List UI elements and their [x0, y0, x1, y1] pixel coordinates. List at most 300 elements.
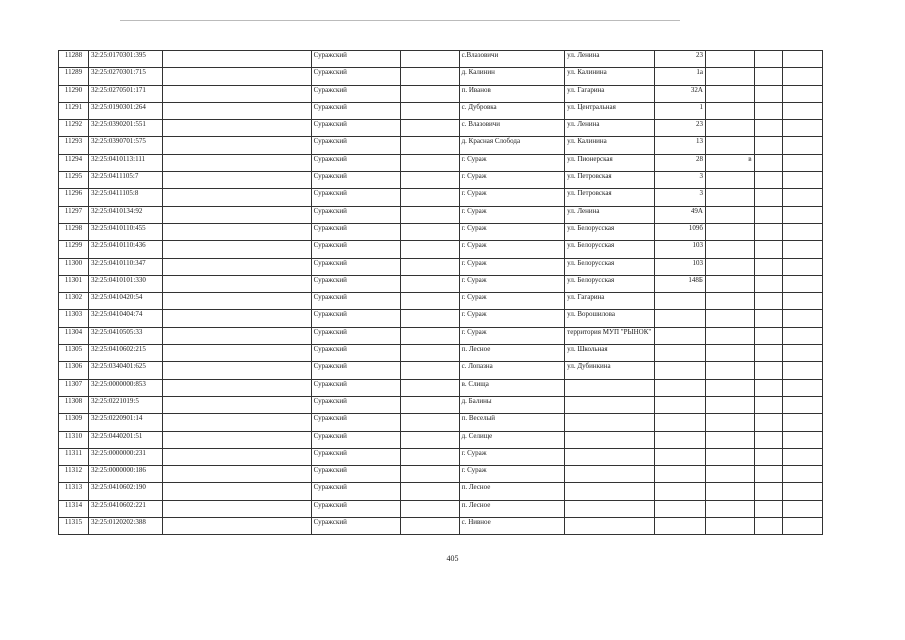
- cell-house: [655, 310, 706, 327]
- cell-empty: [754, 500, 782, 517]
- cell-district: Суражский: [311, 120, 400, 137]
- cell-cadastral-number: 32:25:0410134:92: [89, 206, 163, 223]
- table-row: [59, 327, 823, 344]
- cell-street: [565, 396, 655, 413]
- cell-empty: [162, 51, 311, 68]
- cell-empty: [400, 379, 459, 396]
- cell-street: ул. Дубинкина: [565, 362, 655, 379]
- cell-extra: [705, 241, 754, 258]
- cell-empty: [754, 345, 782, 362]
- cell-empty: [754, 396, 782, 413]
- cell-extra: [705, 275, 754, 292]
- cell-extra: [705, 206, 754, 223]
- cell-empty: [400, 275, 459, 292]
- cell-house: [655, 448, 706, 465]
- cell-empty: [162, 241, 311, 258]
- cell-empty: [162, 483, 311, 500]
- cell-locality: п. Лесное: [459, 345, 565, 362]
- cell-street: [565, 466, 655, 483]
- cell-house: 3: [655, 189, 706, 206]
- cell-empty: [400, 206, 459, 223]
- cell-locality: г. Сураж: [459, 223, 565, 240]
- cell-district: Суражский: [311, 500, 400, 517]
- cell-district: Суражский: [311, 189, 400, 206]
- table-row: [59, 172, 823, 189]
- cell-cadastral-number: 32:25:0411105:7: [89, 172, 163, 189]
- cell-street: [565, 431, 655, 448]
- cell-empty: [754, 51, 782, 68]
- cell-empty: [754, 327, 782, 344]
- scan-line-top: [120, 20, 680, 21]
- cell-number: 11309: [59, 414, 89, 431]
- cell-number: 11305: [59, 345, 89, 362]
- cell-house: 28: [655, 154, 706, 171]
- cell-cadastral-number: 32:25:0000000:853: [89, 379, 163, 396]
- cell-empty: [400, 414, 459, 431]
- cell-street: ул. Белорусская: [565, 241, 655, 258]
- cell-number: 11293: [59, 137, 89, 154]
- cell-number: 11298: [59, 223, 89, 240]
- cell-cadastral-number: 32:25:0190301:264: [89, 102, 163, 119]
- cell-empty: [754, 223, 782, 240]
- cell-empty: [754, 137, 782, 154]
- cell-house: 1а: [655, 68, 706, 85]
- table-row: [59, 310, 823, 327]
- cell-empty: [162, 120, 311, 137]
- cell-district: Суражский: [311, 483, 400, 500]
- cell-empty: [400, 189, 459, 206]
- cell-number: 11291: [59, 102, 89, 119]
- cell-cadastral-number: 32:25:0410602:221: [89, 500, 163, 517]
- cell-empty: [754, 206, 782, 223]
- cell-empty: [400, 448, 459, 465]
- table-row: [59, 345, 823, 362]
- cell-locality: г. Сураж: [459, 310, 565, 327]
- cell-empty: [162, 85, 311, 102]
- cell-empty: [754, 310, 782, 327]
- cell-locality: п. Иванов: [459, 85, 565, 102]
- cell-district: Суражский: [311, 68, 400, 85]
- cell-empty: [754, 414, 782, 431]
- cell-street: ул. Пионерская: [565, 154, 655, 171]
- cell-locality: г. Сураж: [459, 293, 565, 310]
- cell-district: Суражский: [311, 258, 400, 275]
- cell-district: Суражский: [311, 448, 400, 465]
- cell-number: 11313: [59, 483, 89, 500]
- table-row: [59, 258, 823, 275]
- registry-rows: [59, 51, 823, 535]
- cell-locality: д. Красная Слобода: [459, 137, 565, 154]
- cell-empty: [782, 500, 822, 517]
- cell-locality: г. Сураж: [459, 275, 565, 292]
- cell-empty: [400, 466, 459, 483]
- cell-house: [655, 396, 706, 413]
- cell-number: 11297: [59, 206, 89, 223]
- cell-district: Суражский: [311, 396, 400, 413]
- cell-empty: [782, 518, 822, 535]
- cell-empty: [754, 518, 782, 535]
- cell-empty: [782, 448, 822, 465]
- cell-number: 11314: [59, 500, 89, 517]
- table-row: [59, 379, 823, 396]
- cell-empty: [754, 448, 782, 465]
- cell-empty: [162, 379, 311, 396]
- cell-street: ул. Ворошилова: [565, 310, 655, 327]
- cell-empty: [162, 327, 311, 344]
- cell-district: Суражский: [311, 362, 400, 379]
- cell-extra: [705, 85, 754, 102]
- cell-locality: д. Селище: [459, 431, 565, 448]
- cell-extra: [705, 362, 754, 379]
- cell-empty: [400, 327, 459, 344]
- cell-empty: [162, 362, 311, 379]
- cell-locality: п. Веселый: [459, 414, 565, 431]
- cell-cadastral-number: 32:25:0000000:231: [89, 448, 163, 465]
- cell-locality: г. Сураж: [459, 172, 565, 189]
- cell-locality: г. Сураж: [459, 448, 565, 465]
- cell-house: [655, 414, 706, 431]
- cell-empty: [400, 172, 459, 189]
- cell-empty: [782, 189, 822, 206]
- cell-house: [655, 379, 706, 396]
- cell-empty: [162, 68, 311, 85]
- cell-number: 11301: [59, 275, 89, 292]
- cell-empty: [782, 120, 822, 137]
- cell-empty: [400, 223, 459, 240]
- cell-empty: [754, 68, 782, 85]
- cell-empty: [400, 396, 459, 413]
- cell-empty: [400, 85, 459, 102]
- cell-extra: [705, 518, 754, 535]
- cell-number: 11295: [59, 172, 89, 189]
- cell-empty: [400, 362, 459, 379]
- cell-district: Суражский: [311, 85, 400, 102]
- cell-district: Суражский: [311, 293, 400, 310]
- cell-empty: [162, 466, 311, 483]
- cell-house: 103: [655, 258, 706, 275]
- cell-district: Суражский: [311, 154, 400, 171]
- cell-number: 11308: [59, 396, 89, 413]
- cell-empty: [754, 293, 782, 310]
- cell-number: 11310: [59, 431, 89, 448]
- cell-house: 32А: [655, 85, 706, 102]
- cell-number: 11312: [59, 466, 89, 483]
- cell-extra: [705, 396, 754, 413]
- cell-cadastral-number: 32:25:0440201:51: [89, 431, 163, 448]
- table-row: [59, 102, 823, 119]
- cell-cadastral-number: 32:25:0410420:54: [89, 293, 163, 310]
- cell-empty: [162, 293, 311, 310]
- cell-extra: [705, 448, 754, 465]
- cell-cadastral-number: 32:25:0270501:171: [89, 85, 163, 102]
- cell-empty: [782, 396, 822, 413]
- table-row: [59, 154, 823, 171]
- cell-street: ул. Петровская: [565, 172, 655, 189]
- cell-empty: [400, 51, 459, 68]
- cell-cadastral-number: 32:25:0221019:5: [89, 396, 163, 413]
- cell-number: 11307: [59, 379, 89, 396]
- cell-house: [655, 362, 706, 379]
- cell-empty: [782, 483, 822, 500]
- table-row: [59, 483, 823, 500]
- cell-empty: [400, 154, 459, 171]
- cell-locality: д. Калинин: [459, 68, 565, 85]
- cell-empty: [400, 102, 459, 119]
- cell-locality: п. Лесное: [459, 483, 565, 500]
- cell-district: Суражский: [311, 102, 400, 119]
- cell-locality: г. Сураж: [459, 189, 565, 206]
- cell-locality: с. Дубровка: [459, 102, 565, 119]
- cell-house: 23: [655, 51, 706, 68]
- cell-house: [655, 500, 706, 517]
- cell-cadastral-number: 32:25:0390201:551: [89, 120, 163, 137]
- cell-street: [565, 448, 655, 465]
- cell-cadastral-number: 32:25:0410101:330: [89, 275, 163, 292]
- table-row: [59, 223, 823, 240]
- registry-table: [58, 50, 823, 535]
- cell-house: 3: [655, 172, 706, 189]
- cell-empty: [162, 414, 311, 431]
- cell-extra: [705, 189, 754, 206]
- cell-empty: [754, 120, 782, 137]
- cell-house: [655, 327, 706, 344]
- cell-empty: [782, 362, 822, 379]
- cell-district: Суражский: [311, 172, 400, 189]
- cell-cadastral-number: 32:25:0410505:33: [89, 327, 163, 344]
- cell-number: 11288: [59, 51, 89, 68]
- cell-district: Суражский: [311, 223, 400, 240]
- cell-number: 11296: [59, 189, 89, 206]
- cell-house: 103: [655, 241, 706, 258]
- cell-cadastral-number: 32:25:0410602:215: [89, 345, 163, 362]
- cell-house: 49А: [655, 206, 706, 223]
- cell-empty: [754, 275, 782, 292]
- cell-street: ул. Гагарина: [565, 85, 655, 102]
- cell-street: ул. Школьная: [565, 345, 655, 362]
- cell-extra: [705, 172, 754, 189]
- cell-empty: [400, 431, 459, 448]
- cell-empty: [754, 431, 782, 448]
- cell-cadastral-number: 32:25:0270301:715: [89, 68, 163, 85]
- cell-street: [565, 500, 655, 517]
- cell-street: [565, 379, 655, 396]
- cell-district: Суражский: [311, 241, 400, 258]
- table-row: [59, 396, 823, 413]
- cell-empty: [754, 483, 782, 500]
- cell-empty: [162, 172, 311, 189]
- cell-number: 11302: [59, 293, 89, 310]
- cell-district: Суражский: [311, 206, 400, 223]
- table-row: [59, 500, 823, 517]
- cell-locality: с. Лопазна: [459, 362, 565, 379]
- table-row: [59, 137, 823, 154]
- table-row: [59, 68, 823, 85]
- cell-locality: п. Лесное: [459, 500, 565, 517]
- cell-district: Суражский: [311, 466, 400, 483]
- cell-extra: [705, 102, 754, 119]
- table-row: [59, 206, 823, 223]
- cell-empty: [400, 68, 459, 85]
- cell-empty: [754, 102, 782, 119]
- cell-house: [655, 466, 706, 483]
- cell-empty: [782, 431, 822, 448]
- cell-cadastral-number: 32:25:0410113:111: [89, 154, 163, 171]
- cell-empty: [162, 258, 311, 275]
- cell-number: 11290: [59, 85, 89, 102]
- cell-district: Суражский: [311, 137, 400, 154]
- table-row: [59, 120, 823, 137]
- cell-empty: [782, 154, 822, 171]
- cell-extra: [705, 483, 754, 500]
- cell-empty: [782, 241, 822, 258]
- cell-locality: г. Сураж: [459, 154, 565, 171]
- cell-empty: [782, 310, 822, 327]
- cell-extra: [705, 431, 754, 448]
- cell-empty: [754, 466, 782, 483]
- cell-district: Суражский: [311, 414, 400, 431]
- cell-cadastral-number: 32:25:0170301:395: [89, 51, 163, 68]
- cell-street: ул. Центральная: [565, 102, 655, 119]
- cell-empty: [782, 327, 822, 344]
- cell-empty: [782, 206, 822, 223]
- cell-locality: с.Влазовичи: [459, 51, 565, 68]
- cell-extra: [705, 345, 754, 362]
- cell-locality: г. Сураж: [459, 241, 565, 258]
- cell-locality: с. Нивное: [459, 518, 565, 535]
- cell-empty: [400, 137, 459, 154]
- cell-street: [565, 483, 655, 500]
- table-row: [59, 414, 823, 431]
- cell-number: 11294: [59, 154, 89, 171]
- cell-locality: д. Балины: [459, 396, 565, 413]
- table-row: [59, 293, 823, 310]
- table-row: [59, 85, 823, 102]
- cell-street: ул. Петровская: [565, 189, 655, 206]
- cell-empty: [782, 68, 822, 85]
- cell-empty: [754, 189, 782, 206]
- cell-district: Суражский: [311, 310, 400, 327]
- cell-street: ул. Гагарина: [565, 293, 655, 310]
- cell-empty: [782, 293, 822, 310]
- cell-empty: [782, 414, 822, 431]
- cell-empty: [754, 362, 782, 379]
- cell-empty: [782, 85, 822, 102]
- cell-empty: [162, 223, 311, 240]
- cell-cadastral-number: 32:25:0000000:186: [89, 466, 163, 483]
- cell-empty: [782, 345, 822, 362]
- cell-extra: [705, 137, 754, 154]
- cell-locality: с. Влазовичи: [459, 120, 565, 137]
- cell-district: Суражский: [311, 51, 400, 68]
- cell-street: ул. Белорусская: [565, 258, 655, 275]
- cell-empty: [754, 85, 782, 102]
- cell-street: ул. Ленина: [565, 120, 655, 137]
- cell-district: Суражский: [311, 431, 400, 448]
- cell-cadastral-number: 32:25:0411105:8: [89, 189, 163, 206]
- cell-street: территория МУП "РЫНОК": [565, 327, 655, 344]
- cell-number: 11311: [59, 448, 89, 465]
- cell-house: [655, 518, 706, 535]
- cell-extra: [705, 51, 754, 68]
- cell-number: 11292: [59, 120, 89, 137]
- cell-locality: в. Слища: [459, 379, 565, 396]
- cell-empty: [162, 275, 311, 292]
- cell-empty: [162, 310, 311, 327]
- table-row: [59, 466, 823, 483]
- cell-street: ул. Калинина: [565, 68, 655, 85]
- cell-street: ул. Белорусская: [565, 275, 655, 292]
- cell-cadastral-number: 32:25:0410110:436: [89, 241, 163, 258]
- cell-empty: [400, 483, 459, 500]
- cell-empty: [162, 500, 311, 517]
- cell-locality: г. Сураж: [459, 258, 565, 275]
- cell-street: ул. Калинина: [565, 137, 655, 154]
- cell-locality: г. Сураж: [459, 206, 565, 223]
- cell-house: 148Б: [655, 275, 706, 292]
- cell-number: 11299: [59, 241, 89, 258]
- cell-empty: [400, 500, 459, 517]
- cell-cadastral-number: 32:25:0220901:14: [89, 414, 163, 431]
- cell-extra: [705, 379, 754, 396]
- cell-empty: [782, 172, 822, 189]
- cell-empty: [162, 189, 311, 206]
- cell-empty: [754, 379, 782, 396]
- cell-empty: [162, 345, 311, 362]
- cell-house: [655, 431, 706, 448]
- cell-empty: [782, 223, 822, 240]
- cell-empty: [782, 258, 822, 275]
- cell-street: ул. Ленина: [565, 51, 655, 68]
- cell-extra: [705, 310, 754, 327]
- cell-house: 109б: [655, 223, 706, 240]
- table-row: [59, 431, 823, 448]
- table-row: [59, 448, 823, 465]
- cell-empty: [162, 154, 311, 171]
- cell-cadastral-number: 32:25:0410404:74: [89, 310, 163, 327]
- cell-empty: [400, 310, 459, 327]
- cell-empty: [400, 258, 459, 275]
- cell-empty: [400, 120, 459, 137]
- cell-extra: [705, 68, 754, 85]
- cell-empty: [782, 51, 822, 68]
- cell-house: 1: [655, 102, 706, 119]
- cell-district: Суражский: [311, 379, 400, 396]
- cell-empty: [162, 396, 311, 413]
- cell-district: Суражский: [311, 275, 400, 292]
- cell-number: 11300: [59, 258, 89, 275]
- cell-house: 13: [655, 137, 706, 154]
- cell-cadastral-number: 32:25:0120202:388: [89, 518, 163, 535]
- cell-number: 11306: [59, 362, 89, 379]
- cell-house: [655, 345, 706, 362]
- table-row: [59, 362, 823, 379]
- cell-empty: [782, 137, 822, 154]
- cell-empty: [754, 258, 782, 275]
- cell-empty: [162, 102, 311, 119]
- cell-empty: [782, 275, 822, 292]
- cell-empty: [162, 431, 311, 448]
- cell-street: ул. Белорусская: [565, 223, 655, 240]
- table-row: [59, 241, 823, 258]
- cell-cadastral-number: 32:25:0390701:575: [89, 137, 163, 154]
- cell-empty: [162, 518, 311, 535]
- cell-extra: [705, 466, 754, 483]
- cell-locality: г. Сураж: [459, 466, 565, 483]
- cell-extra: [705, 293, 754, 310]
- cell-empty: [162, 206, 311, 223]
- cell-number: 11303: [59, 310, 89, 327]
- cell-extra: [705, 258, 754, 275]
